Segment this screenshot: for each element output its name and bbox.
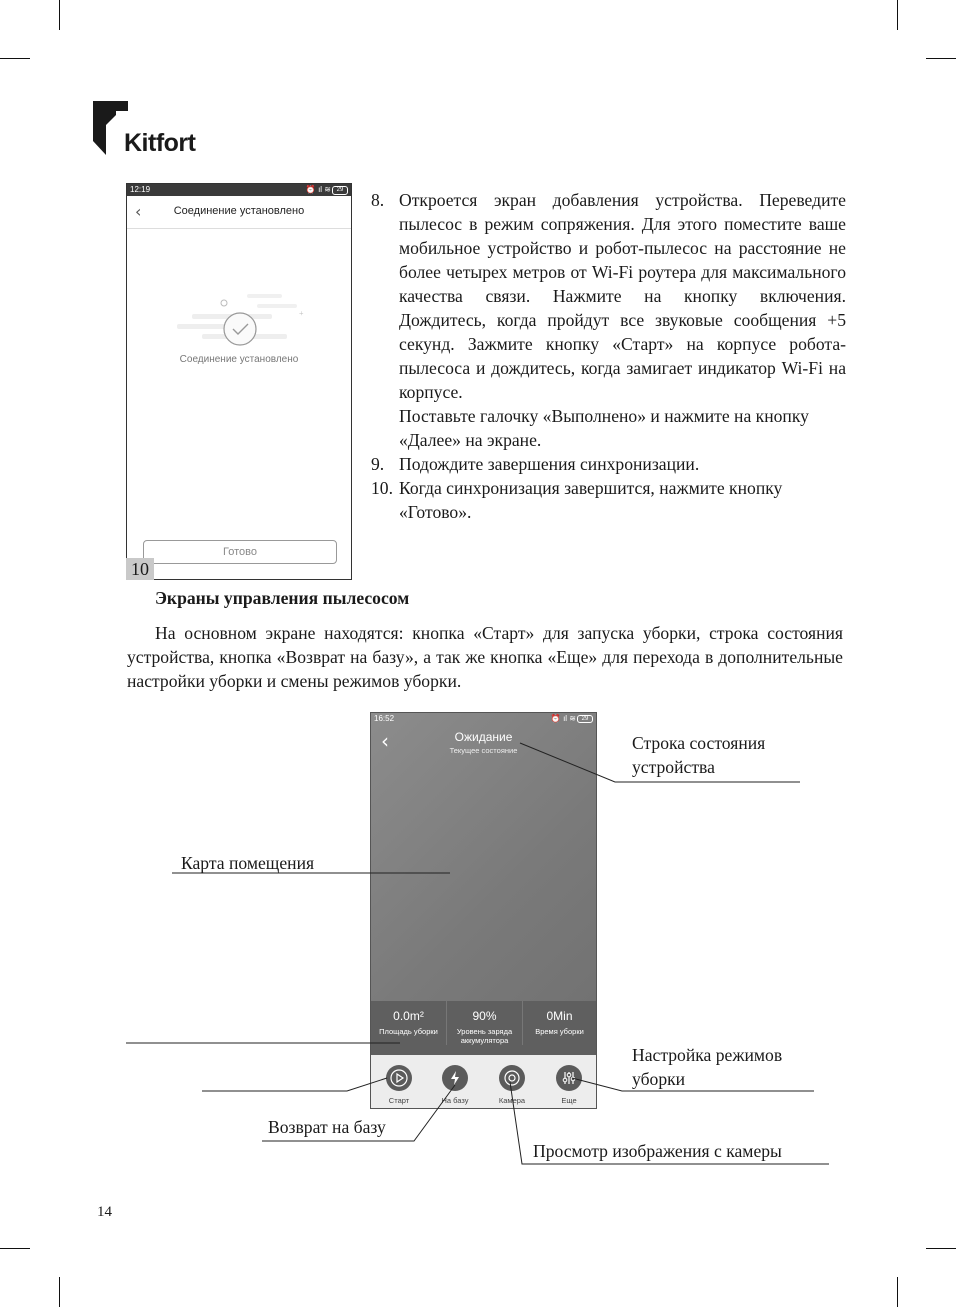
battery-icon: 29 <box>577 715 593 723</box>
status-time: 16:52 <box>374 714 395 723</box>
stats-bar <box>371 1001 596 1055</box>
screen-title: Соединение установлено <box>173 205 305 217</box>
page-number: 14 <box>97 1204 112 1220</box>
play-icon <box>386 1065 412 1091</box>
lightning-icon <box>442 1065 468 1091</box>
crop-mark <box>897 1277 898 1307</box>
crop-mark <box>59 1277 60 1307</box>
crop-mark <box>926 58 956 59</box>
instruction-steps <box>371 188 846 524</box>
camera-icon <box>499 1065 525 1091</box>
room-map-area[interactable] <box>371 758 596 1001</box>
device-state-subtitle: Текущее состояние <box>449 746 518 755</box>
more-button[interactable] <box>541 1065 597 1105</box>
callout-camera-view: Просмотр изображения с камеры <box>533 1141 782 1161</box>
connection-status-text: Соединение установлено <box>179 354 299 365</box>
stat-value: 90% <box>472 1009 497 1023</box>
stat-value: 0.0m² <box>393 1009 424 1023</box>
callout-room-map: Карта помещения <box>181 853 315 873</box>
callout-status-line: Строка состояния устройства <box>632 733 766 777</box>
stat-label: Уровень заряда аккумулятора <box>456 1027 513 1045</box>
back-icon[interactable]: ‹ <box>135 202 142 221</box>
step-text: Откроется экран добавления устройства. Переведите пылесос в режим сопряжения. Для этого поместите ваше мобильное устройство и робот-пылесос на расстояние не более четырех метров от Wi-Fi роутера для максимального качества связи. Нажмите на кнопку включения. Дождитесь, когда пройдут все звуковые сообщения +5 секунд. Зажмите кнопку «Старт» на корпусе робота-пылесоса и дождитесь, когда замигает индикатор Wi-Fi на корпусе. <box>399 190 846 402</box>
step-text: Подождите завершения синхронизации. <box>399 454 700 474</box>
stat-label: Время уборки <box>535 1027 584 1036</box>
battery-icon: 29 <box>332 186 348 195</box>
step-item <box>371 188 846 452</box>
camera-button[interactable] <box>484 1065 540 1105</box>
status-bar <box>127 184 351 196</box>
return-base-button[interactable] <box>427 1065 483 1105</box>
svg-text:+: + <box>299 309 304 318</box>
stat-battery-level <box>446 1001 523 1045</box>
callout-mode-settings: Настройка режимов уборки <box>632 1045 783 1089</box>
status-icons: ⏰ ıl ≋ <box>550 714 576 723</box>
control-label: На базу <box>441 1096 469 1105</box>
status-bar <box>371 713 596 724</box>
control-label: Камера <box>498 1096 526 1105</box>
crop-mark <box>59 0 60 30</box>
crop-mark <box>926 1248 956 1249</box>
status-time: 12:19 <box>130 185 151 194</box>
callout-return-base: Возврат на базу <box>268 1117 386 1137</box>
figure-number: 10 <box>126 558 154 580</box>
step-number: 8. <box>371 190 385 210</box>
stat-cleaning-area <box>371 1001 446 1036</box>
back-icon[interactable]: ‹ <box>381 729 389 753</box>
step-number: 9. <box>371 454 385 474</box>
phone-screenshot-main-control <box>370 712 597 1109</box>
control-label: Еще <box>561 1096 577 1105</box>
step-extra-text: Поставьте галочку «Выполнено» и нажмите на кнопку «Далее» на экране. <box>399 406 809 450</box>
device-state-title: Ожидание <box>454 730 513 744</box>
status-icons: ⏰ ıl ≋ <box>305 185 331 194</box>
step-text: Когда синхронизация завершится, нажмите кнопку «Готово». <box>399 478 783 522</box>
step-item <box>371 476 846 524</box>
crop-mark <box>897 0 898 30</box>
step-number: 10. <box>371 478 393 498</box>
connected-illustration <box>172 284 312 354</box>
step-item <box>371 452 846 476</box>
sliders-icon <box>556 1065 582 1091</box>
control-bar <box>371 1055 596 1108</box>
phone-screenshot-connection <box>126 183 352 580</box>
section-heading: Экраны управления пылесосом <box>155 588 410 608</box>
section-paragraph: На основном экране находятся: кнопка «Старт» для запуска уборки, строка состояния устройства, кнопка «Возврат на базу», а так же кнопка «Еще» для перехода в дополнительные настройки уборки и смены режимов уборки. <box>127 623 843 691</box>
brand-name: Kitfort <box>124 129 196 157</box>
start-button[interactable] <box>371 1065 427 1105</box>
stat-label: Площадь уборки <box>379 1027 438 1036</box>
stat-cleaning-time <box>522 1001 597 1036</box>
control-label: Старт <box>388 1096 410 1105</box>
crop-mark <box>0 58 30 59</box>
brand-logo <box>92 101 202 156</box>
crop-mark <box>0 1248 30 1249</box>
stat-value: 0Min <box>546 1009 573 1023</box>
line-start <box>202 1078 387 1091</box>
ready-button[interactable]: Готово <box>143 540 337 564</box>
